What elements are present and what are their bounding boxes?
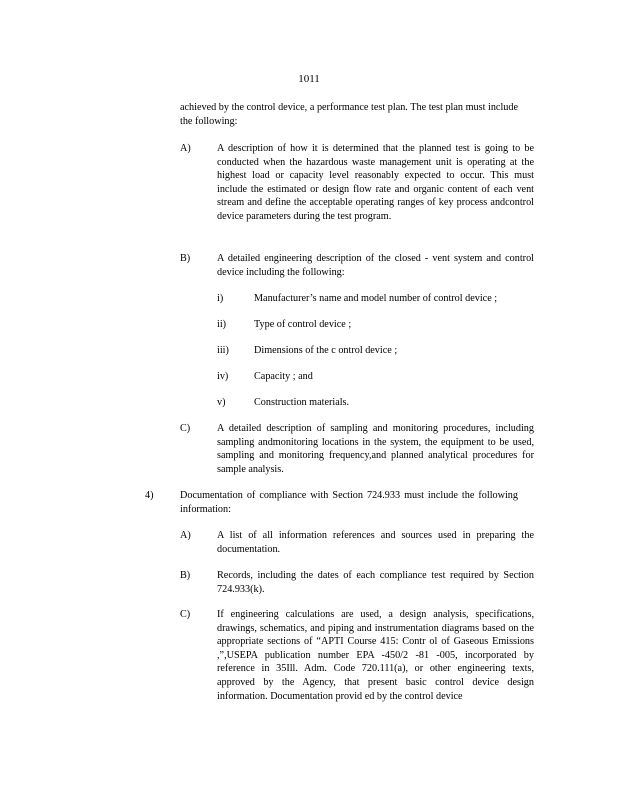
s4-item-text-a: A list of all information references and sources used in preparing the documentation. xyxy=(217,530,534,555)
subitem-label-i: i) xyxy=(217,293,224,304)
subitem-text-v: Construction materials. xyxy=(254,397,350,408)
s4-item-text-b: Records, including the dates of each compliance test required by Section 724.933(k). xyxy=(217,570,534,595)
item-label-b: B) xyxy=(180,253,191,264)
subitem-label-v: v) xyxy=(217,397,226,408)
section-4-text: Documentation of compliance with Section 724.933 must include the following information: xyxy=(180,490,518,515)
subitem-text-iv: Capacity ; and xyxy=(254,371,313,382)
subitem-text-ii: Type of control device ; xyxy=(254,319,352,330)
s4-item-text-c: If engineering calculations are used, a design analysis, specifications, drawings, schematics, and piping and instrumentation diagrams based on the appropriate sections of “APTI Course 415: Contr ol of Gaseous Emissions ,”,USEPA publication number EPA -450/2 -81 -005, incorporated by reference in 35Ill. Adm. Code 720.111(a), or other engineering texts, approved by the Agency, that present basic control device design information. Documentation provid ed by the control device xyxy=(217,609,534,702)
item-text-b: A detailed engineering description of the closed - vent system and control device including the following: xyxy=(217,253,534,278)
subitem-label-iii: iii) xyxy=(217,345,229,356)
item-text-a: A description of how it is determined that the planned test is going to be conducted when the hazardous waste management unit is operating at the highest load or capacity level reasonably expected to occur. This must include the estimated or design flow rate and organic content of each vent stream and define the acceptable operating ranges of key process andcontrol device parameters during the test program. xyxy=(217,143,534,222)
item-text-c: A detailed description of sampling and monitoring procedures, including sampling andmonitoring locations in the system, the equipment to be used, sampling and monitoring frequency,and planned analytical procedures for sample analysis. xyxy=(217,423,534,475)
subitem-label-ii: ii) xyxy=(217,319,227,330)
s4-item-label-c: C) xyxy=(180,609,191,620)
s4-item-label-a: A) xyxy=(180,530,191,541)
subitem-text-i: Manufacturer’s name and model number of control device ; xyxy=(254,293,498,304)
item-label-c: C) xyxy=(180,423,191,434)
subitem-label-iv: iv) xyxy=(217,371,229,382)
intro-paragraph: achieved by the control device, a performance test plan. The test plan must include the following: xyxy=(180,102,518,127)
section-4-label: 4) xyxy=(145,490,154,501)
subitem-text-iii: Dimensions of the c ontrol device ; xyxy=(254,345,398,356)
item-label-a: A) xyxy=(180,143,191,154)
s4-item-label-b: B) xyxy=(180,570,191,581)
page-number: 1011 xyxy=(298,73,320,85)
